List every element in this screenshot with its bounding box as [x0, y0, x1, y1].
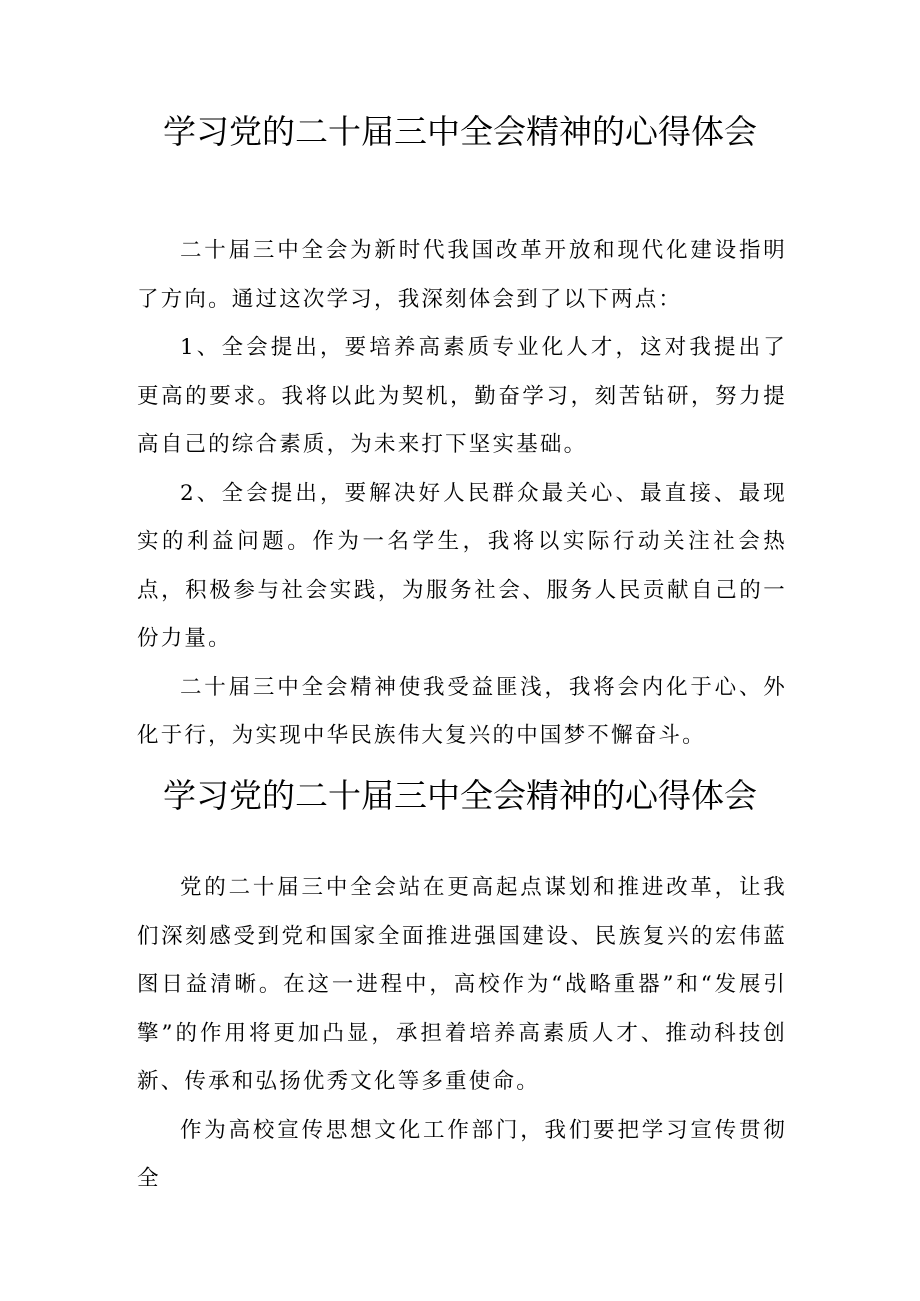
section-2-title: 学习党的二十届三中全会精神的心得体会 [163, 776, 757, 815]
paragraph: 作为高校宣传思想文化工作部门，我们要把学习宣传贯彻全 [137, 1117, 787, 1191]
paragraph: 党的二十届三中全会站在更高起点谋划和推进改革，让我们深刻感受到党和国家全面推进强国建设、民族复兴的宏伟蓝图日益清晰。在这一进程中，高校作为“战略重器”和“发展引擎”的作用将更加凸显，承担着培养高素质人才、推动科技创新、传承和弘扬优秀文化等多重使命。 [137, 875, 787, 1094]
paragraph: 二十届三中全会精神使我受益匪浅，我将会内化于心、外化于行，为实现中华民族伟大复兴的中国梦不懈奋斗。 [137, 674, 787, 748]
paragraph: 2、全会提出，要解决好人民群众最关心、最直接、最现实的利益问题。作为一名学生，我将以实际行动关注社会热点，积极参与社会实践，为服务社会、服务人民贡献自己的一份力量。 [137, 480, 787, 651]
paragraph: 二十届三中全会为新时代我国改革开放和现代化建设指明了方向。通过这次学习，我深刻体会到了以下两点： [137, 238, 787, 312]
section-1-title: 学习党的二十届三中全会精神的心得体会 [163, 112, 757, 151]
paragraph: 1、全会提出，要培养高素质专业化人才，这对我提出了更高的要求。我将以此为契机，勤奋学习，刻苦钻研，努力提高自己的综合素质，为未来打下坚实基础。 [137, 335, 787, 457]
section-2-body [137, 864, 787, 1204]
section-1-body [137, 227, 787, 761]
